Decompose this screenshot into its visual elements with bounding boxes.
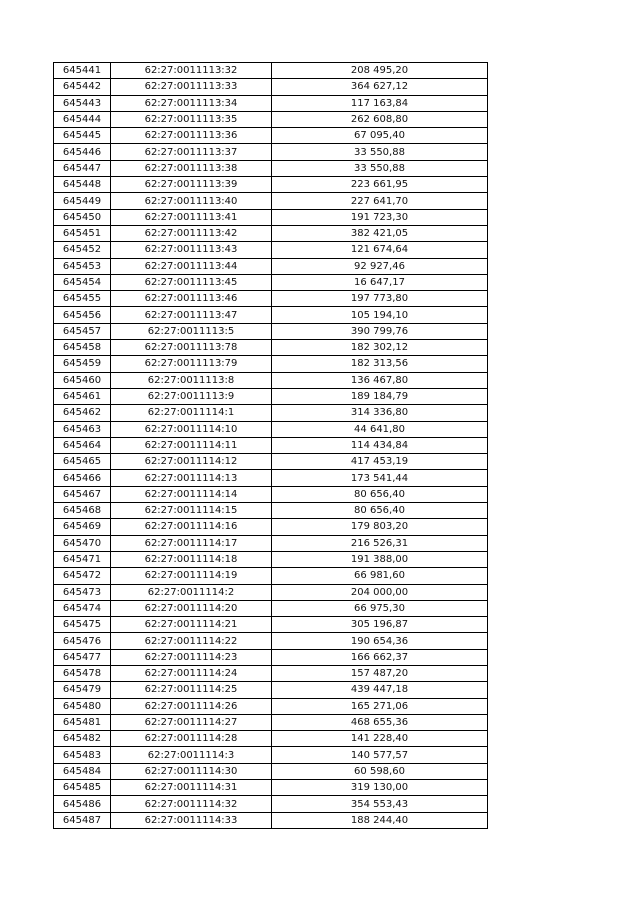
row-number-cell: 645463 <box>54 421 111 437</box>
row-number-cell: 645471 <box>54 551 111 567</box>
row-number-cell: 645465 <box>54 454 111 470</box>
cadastral-number-cell: 62:27:0011114:11 <box>111 437 272 453</box>
cadastral-number-cell: 62:27:0011114:13 <box>111 470 272 486</box>
cadastral-number-cell: 62:27:0011113:47 <box>111 307 272 323</box>
row-number-cell: 645480 <box>54 698 111 714</box>
row-number-cell: 645460 <box>54 372 111 388</box>
row-number-cell: 645454 <box>54 274 111 290</box>
table-row <box>54 584 488 600</box>
value-cell: 117 163,84 <box>272 95 488 111</box>
row-number-cell: 645445 <box>54 128 111 144</box>
row-number-cell: 645487 <box>54 812 111 828</box>
table-row <box>54 633 488 649</box>
row-number-cell: 645474 <box>54 600 111 616</box>
table-row <box>54 177 488 193</box>
value-cell: 190 654,36 <box>272 633 488 649</box>
row-number-cell: 645468 <box>54 503 111 519</box>
cadastral-number-cell: 62:27:0011113:38 <box>111 160 272 176</box>
value-cell: 33 550,88 <box>272 144 488 160</box>
cadastral-number-cell: 62:27:0011113:32 <box>111 63 272 79</box>
table-row <box>54 323 488 339</box>
table-row <box>54 470 488 486</box>
value-cell: 262 608,80 <box>272 111 488 127</box>
table-row <box>54 193 488 209</box>
cadastral-number-cell: 62:27:0011114:18 <box>111 551 272 567</box>
value-cell: 114 434,84 <box>272 437 488 453</box>
cadastral-number-cell: 62:27:0011114:19 <box>111 568 272 584</box>
cadastral-number-cell: 62:27:0011114:30 <box>111 763 272 779</box>
row-number-cell: 645482 <box>54 731 111 747</box>
row-number-cell: 645444 <box>54 111 111 127</box>
row-number-cell: 645451 <box>54 225 111 241</box>
table-row <box>54 421 488 437</box>
table-row <box>54 812 488 828</box>
cadastral-number-cell: 62:27:0011114:21 <box>111 617 272 633</box>
value-cell: 121 674,64 <box>272 242 488 258</box>
cadastral-number-cell: 62:27:0011114:12 <box>111 454 272 470</box>
cadastral-number-cell: 62:27:0011113:45 <box>111 274 272 290</box>
value-cell: 165 271,06 <box>272 698 488 714</box>
table-row <box>54 535 488 551</box>
row-number-cell: 645484 <box>54 763 111 779</box>
value-cell: 66 981,60 <box>272 568 488 584</box>
cadastral-number-cell: 62:27:0011114:20 <box>111 600 272 616</box>
cadastral-number-cell: 62:27:0011114:1 <box>111 405 272 421</box>
table-row <box>54 388 488 404</box>
table-row <box>54 600 488 616</box>
table-row <box>54 307 488 323</box>
table-row <box>54 763 488 779</box>
cadastral-number-cell: 62:27:0011113:79 <box>111 356 272 372</box>
value-cell: 204 000,00 <box>272 584 488 600</box>
cadastral-number-cell: 62:27:0011114:24 <box>111 665 272 681</box>
row-number-cell: 645477 <box>54 649 111 665</box>
value-cell: 227 641,70 <box>272 193 488 209</box>
row-number-cell: 645442 <box>54 79 111 95</box>
value-cell: 305 196,87 <box>272 617 488 633</box>
row-number-cell: 645462 <box>54 405 111 421</box>
row-number-cell: 645457 <box>54 323 111 339</box>
row-number-cell: 645447 <box>54 160 111 176</box>
cadastral-number-cell: 62:27:0011114:33 <box>111 812 272 828</box>
row-number-cell: 645449 <box>54 193 111 209</box>
cadastral-number-cell: 62:27:0011113:33 <box>111 79 272 95</box>
table-row <box>54 568 488 584</box>
value-cell: 140 577,57 <box>272 747 488 763</box>
row-number-cell: 645466 <box>54 470 111 486</box>
table-row <box>54 144 488 160</box>
value-cell: 188 244,40 <box>272 812 488 828</box>
table-row <box>54 242 488 258</box>
row-number-cell: 645467 <box>54 486 111 502</box>
cadastral-number-cell: 62:27:0011114:17 <box>111 535 272 551</box>
value-cell: 173 541,44 <box>272 470 488 486</box>
row-number-cell: 645453 <box>54 258 111 274</box>
row-number-cell: 645452 <box>54 242 111 258</box>
table-row <box>54 731 488 747</box>
value-cell: 354 553,43 <box>272 796 488 812</box>
cadastral-number-cell: 62:27:0011113:44 <box>111 258 272 274</box>
table-row <box>54 437 488 453</box>
table-row <box>54 519 488 535</box>
row-number-cell: 645475 <box>54 617 111 633</box>
cadastral-number-cell: 62:27:0011114:28 <box>111 731 272 747</box>
value-cell: 191 388,00 <box>272 551 488 567</box>
table-row <box>54 454 488 470</box>
value-cell: 44 641,80 <box>272 421 488 437</box>
value-cell: 136 467,80 <box>272 372 488 388</box>
cadastral-number-cell: 62:27:0011114:3 <box>111 747 272 763</box>
row-number-cell: 645461 <box>54 388 111 404</box>
table-row <box>54 649 488 665</box>
row-number-cell: 645470 <box>54 535 111 551</box>
cadastral-number-cell: 62:27:0011113:46 <box>111 291 272 307</box>
table-row <box>54 79 488 95</box>
row-number-cell: 645458 <box>54 340 111 356</box>
cadastral-number-cell: 62:27:0011114:15 <box>111 503 272 519</box>
value-cell: 417 453,19 <box>272 454 488 470</box>
row-number-cell: 645483 <box>54 747 111 763</box>
cadastral-number-cell: 62:27:0011113:78 <box>111 340 272 356</box>
row-number-cell: 645455 <box>54 291 111 307</box>
table-row <box>54 258 488 274</box>
table-row <box>54 340 488 356</box>
cadastral-number-cell: 62:27:0011114:22 <box>111 633 272 649</box>
value-cell: 33 550,88 <box>272 160 488 176</box>
value-cell: 314 336,80 <box>272 405 488 421</box>
cadastral-number-cell: 62:27:0011114:25 <box>111 682 272 698</box>
table-row <box>54 551 488 567</box>
row-number-cell: 645459 <box>54 356 111 372</box>
table-row <box>54 698 488 714</box>
data-table <box>53 62 488 829</box>
row-number-cell: 645486 <box>54 796 111 812</box>
table-row <box>54 291 488 307</box>
table-row <box>54 160 488 176</box>
row-number-cell: 645443 <box>54 95 111 111</box>
row-number-cell: 645479 <box>54 682 111 698</box>
value-cell: 105 194,10 <box>272 307 488 323</box>
row-number-cell: 645473 <box>54 584 111 600</box>
table-row <box>54 682 488 698</box>
value-cell: 141 228,40 <box>272 731 488 747</box>
row-number-cell: 645481 <box>54 714 111 730</box>
value-cell: 468 655,36 <box>272 714 488 730</box>
table-row <box>54 128 488 144</box>
table-row <box>54 111 488 127</box>
row-number-cell: 645464 <box>54 437 111 453</box>
cadastral-number-cell: 62:27:0011113:8 <box>111 372 272 388</box>
cadastral-number-cell: 62:27:0011113:34 <box>111 95 272 111</box>
table-row <box>54 225 488 241</box>
value-cell: 189 184,79 <box>272 388 488 404</box>
cadastral-number-cell: 62:27:0011114:14 <box>111 486 272 502</box>
value-cell: 319 130,00 <box>272 780 488 796</box>
table-row <box>54 714 488 730</box>
table-row <box>54 372 488 388</box>
table-row <box>54 747 488 763</box>
value-cell: 60 598,60 <box>272 763 488 779</box>
value-cell: 382 421,05 <box>272 225 488 241</box>
value-cell: 182 302,12 <box>272 340 488 356</box>
value-cell: 80 656,40 <box>272 503 488 519</box>
row-number-cell: 645478 <box>54 665 111 681</box>
value-cell: 16 647,17 <box>272 274 488 290</box>
cadastral-number-cell: 62:27:0011114:23 <box>111 649 272 665</box>
table-row <box>54 796 488 812</box>
value-cell: 364 627,12 <box>272 79 488 95</box>
cadastral-number-cell: 62:27:0011113:36 <box>111 128 272 144</box>
value-cell: 191 723,30 <box>272 209 488 225</box>
row-number-cell: 645456 <box>54 307 111 323</box>
cadastral-number-cell: 62:27:0011113:41 <box>111 209 272 225</box>
table-row <box>54 780 488 796</box>
cadastral-number-cell: 62:27:0011113:5 <box>111 323 272 339</box>
cadastral-number-cell: 62:27:0011113:35 <box>111 111 272 127</box>
row-number-cell: 645469 <box>54 519 111 535</box>
value-cell: 157 487,20 <box>272 665 488 681</box>
cadastral-number-cell: 62:27:0011113:9 <box>111 388 272 404</box>
table-row <box>54 405 488 421</box>
value-cell: 439 447,18 <box>272 682 488 698</box>
row-number-cell: 645485 <box>54 780 111 796</box>
value-cell: 67 095,40 <box>272 128 488 144</box>
cadastral-number-cell: 62:27:0011114:32 <box>111 796 272 812</box>
value-cell: 179 803,20 <box>272 519 488 535</box>
value-cell: 390 799,76 <box>272 323 488 339</box>
table-row <box>54 95 488 111</box>
value-cell: 182 313,56 <box>272 356 488 372</box>
value-cell: 80 656,40 <box>272 486 488 502</box>
table-row <box>54 503 488 519</box>
cadastral-number-cell: 62:27:0011114:2 <box>111 584 272 600</box>
cadastral-number-cell: 62:27:0011113:42 <box>111 225 272 241</box>
cadastral-number-cell: 62:27:0011114:31 <box>111 780 272 796</box>
row-number-cell: 645441 <box>54 63 111 79</box>
value-cell: 223 661,95 <box>272 177 488 193</box>
value-cell: 208 495,20 <box>272 63 488 79</box>
cadastral-number-cell: 62:27:0011114:27 <box>111 714 272 730</box>
row-number-cell: 645476 <box>54 633 111 649</box>
cadastral-number-cell: 62:27:0011113:39 <box>111 177 272 193</box>
value-cell: 216 526,31 <box>272 535 488 551</box>
row-number-cell: 645450 <box>54 209 111 225</box>
value-cell: 166 662,37 <box>272 649 488 665</box>
table-row <box>54 665 488 681</box>
table-row <box>54 209 488 225</box>
value-cell: 92 927,46 <box>272 258 488 274</box>
table-row <box>54 486 488 502</box>
cadastral-number-cell: 62:27:0011113:43 <box>111 242 272 258</box>
cadastral-number-cell: 62:27:0011114:10 <box>111 421 272 437</box>
cadastral-number-cell: 62:27:0011114:26 <box>111 698 272 714</box>
value-cell: 66 975,30 <box>272 600 488 616</box>
table-row <box>54 356 488 372</box>
cadastral-number-cell: 62:27:0011113:37 <box>111 144 272 160</box>
table-row <box>54 274 488 290</box>
row-number-cell: 645448 <box>54 177 111 193</box>
table-row <box>54 617 488 633</box>
table-body <box>54 63 488 829</box>
cadastral-number-cell: 62:27:0011113:40 <box>111 193 272 209</box>
table-row <box>54 63 488 79</box>
row-number-cell: 645472 <box>54 568 111 584</box>
cadastral-number-cell: 62:27:0011114:16 <box>111 519 272 535</box>
row-number-cell: 645446 <box>54 144 111 160</box>
value-cell: 197 773,80 <box>272 291 488 307</box>
